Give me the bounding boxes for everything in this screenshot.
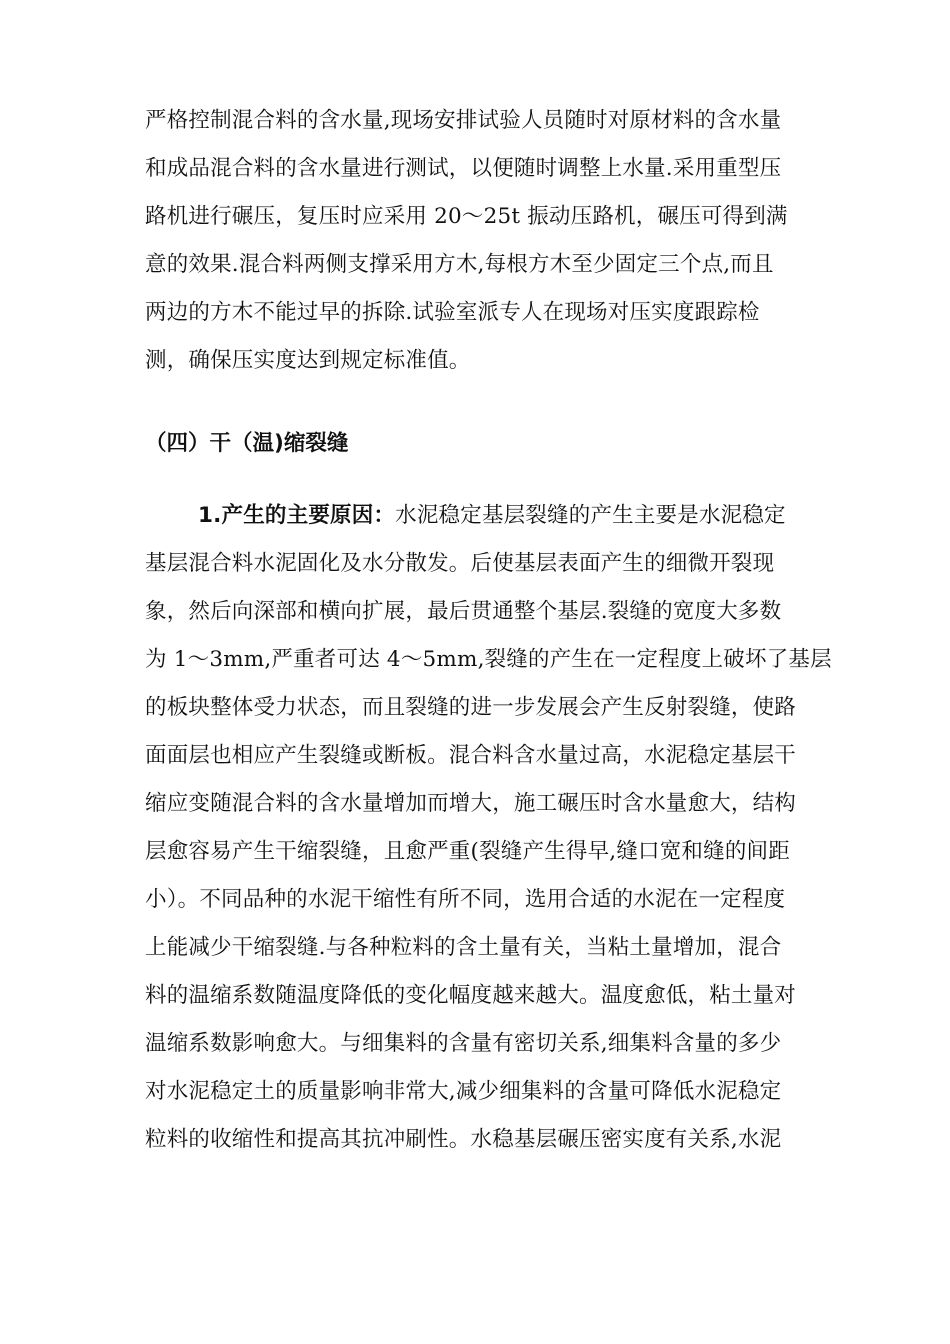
text-line: 上能减少干缩裂缝.与各种粒料的含土量有关，当粘土量增加，混合 xyxy=(145,935,782,960)
text-line: 测，确保压实度达到规定标准值。 xyxy=(145,348,471,373)
text-line: 两边的方木不能过早的拆除.试验室派专人在现场对压实度跟踪检 xyxy=(145,300,760,325)
section-heading: （四）干（温)缩裂缝 xyxy=(145,431,349,456)
text-line: 为 1～3mm,严重者可达 4～5mm,裂缝的产生在一定程度上破坏了基层 xyxy=(145,647,832,672)
text-line: 的板块整体受力状态，而且裂缝的进一步发展会产生反射裂缝，使路 xyxy=(145,695,797,720)
text-line: 对水泥稳定土的质量影响非常大,减少细集料的含量可降低水泥稳定 xyxy=(145,1079,782,1104)
text-line: 意的效果.混合料两侧支撑采用方木,每根方木至少固定三个点,而且 xyxy=(145,252,774,277)
text-line: 料的温缩系数随温度降低的变化幅度越来越大。温度愈低，粘土量对 xyxy=(145,983,797,1008)
text-line: 层愈容易产生干缩裂缝，且愈严重(裂缝产生得早,缝口宽和缝的间距 xyxy=(145,839,790,864)
text-line: 小）。不同品种的水泥干缩性有所不同，选用合适的水泥在一定程度 xyxy=(145,887,786,912)
text-line: 严格控制混合料的含水量,现场安排试验人员随时对原材料的含水量 xyxy=(145,108,782,133)
lead-text: 水泥稳定基层裂缝的产生主要是水泥稳定 xyxy=(395,503,786,528)
text-line: 路机进行碾压，复压时应采用 20～25t 振动压路机，碾压可得到满 xyxy=(145,204,788,229)
paragraph-main-causes xyxy=(145,492,832,1164)
text-line-first xyxy=(145,492,810,540)
paragraph-compaction xyxy=(145,97,810,385)
text-line: 和成品混合料的含水量进行测试，以便随时调整上水量.采用重型压 xyxy=(145,156,782,181)
text-line: 缩应变随混合料的含水量增加而增大，施工碾压时含水量愈大，结构 xyxy=(145,791,797,816)
text-line: 象，然后向深部和横向扩展，最后贯通整个基层.裂缝的宽度大多数 xyxy=(145,599,782,624)
text-line: 粒料的收缩性和提高其抗冲刷性。水稳基层碾压密实度有关系,水泥 xyxy=(145,1127,782,1152)
text-line: 面面层也相应产生裂缝或断板。混合料含水量过高，水泥稳定基层干 xyxy=(145,743,797,768)
lead-label: 1.产生的主要原因： xyxy=(198,503,396,528)
text-line: 温缩系数影响愈大。与细集料的含量有密切关系,细集料含量的多少 xyxy=(145,1031,782,1056)
text-line: 基层混合料水泥固化及水分散发。后使基层表面产生的细微开裂现 xyxy=(145,551,775,576)
